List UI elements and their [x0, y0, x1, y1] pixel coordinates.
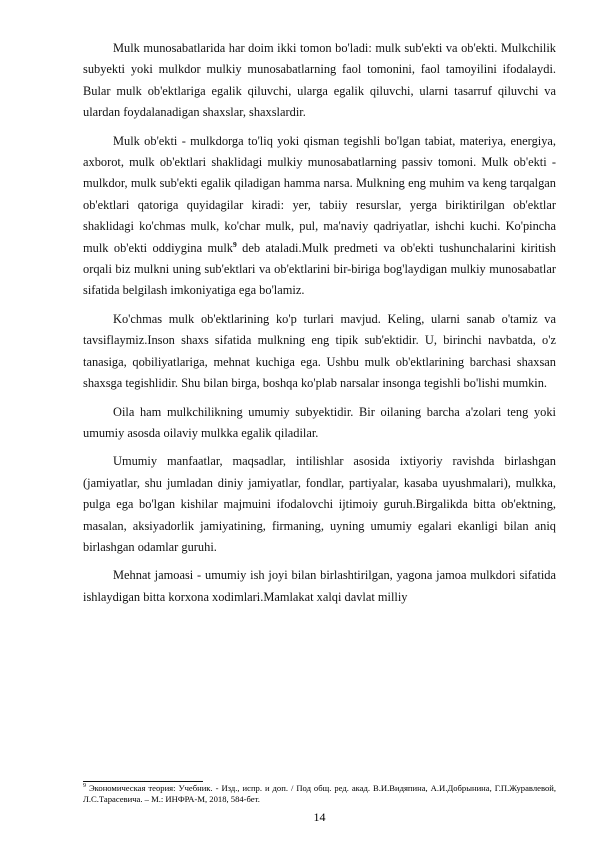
paragraph-real-estate: Ko'chmas mulk ob'ektlarining ko'p turlari mavjud. Keling, ularni sanab o'tamiz va tavsiflaymiz.Inson shaxs sifatida mulkning eng tipik sub'ektidir. U, birinchi navbatda, o'z tanasiga, qobiliyatlariga, mehnat kuchiga ega. Ushbu mulk ob'ektlarining barchasi shaxsan shaxsga tegishlidir. Shu bilan birga, boshqa ko'plab narsalar insonga tegishli bo'lishi mumkin.	[83, 311, 556, 391]
paragraph-social-group: Umumiy manfaatlar, maqsadlar, intilishlar asosida ixtiyoriy ravishda birlashgan (jamiyatlar, shu jumladan diniy jamiyatlar, fondlar, partiyalar, kasaba uyushmalari), mulkka, pulga ega bo'lgan kishilar majmuini ifodalovchi ijtimoiy guruh.Birgalikda bitta ob'ektning, masalan, aksiyadorlik jamiyatining, firmaning, uyning umumiy egalari ekanligi bilan aniq birlashgan odamlar guruhi.	[83, 454, 556, 554]
page-number: 14	[313, 810, 326, 824]
paragraph-property-object	[83, 131, 556, 302]
paragraph-text: Mulk ob'ekti - mulkdorga to'liq yoki qisman tegishli bo'lgan tabiat, materiya, energiya, axborot, mulk ob'ektlari shaklidagi mulkiy munosabatlarning passiv tomoni. Mulk ob'ekti - mulkdor, mulk sub'ekti egalik qiladigan hamma narsa. Mulkning eng muhim va keng tarqalgan ob'ektlari qatoriga quyidagilar kiradi: yer, tabiiy resurslar, yerga biriktirilgan ob'ektlar shaklidagi ko'chmas mulk, ko'char mulk, pul, ma'naviy qadriyatlar, ishchi kuchi. Ko'pincha mulk ob'ekti oddiygina mulk	[83, 133, 556, 255]
paragraph-subject-object: Mulk munosabatlarida har doim ikki tomon bo'ladi: mulk sub'ekti va ob'ekti. Mulkchilik subyekti yoki mulkdor mulkiy munosabatlarning faol tomonini, faol tamoyilini ifodalaydi. Bular mulk ob'ektlariga egalik qiluvchi, ularga egalik qiluvchi, ularni tasarruf qiluvchi va ulardan foydalanadigan shaxslar, shaxslardir.	[83, 41, 556, 120]
footnote-number: 9	[83, 783, 86, 790]
footnote	[83, 783, 556, 805]
footnote-divider	[83, 781, 203, 782]
footnote-reference[interactable]: 9	[232, 239, 237, 249]
paragraph-text-continued: deb ataladi.Mulk predmeti va ob'ekti tushunchalarini kiritish orqali biz mulkni uning sub'ektlari va ob'ektlarini bir-biriga bog'laydigan mulkiy munosabatlar sifatida belgilash imkoniyatiga ega bo'lamiz.	[83, 240, 556, 298]
paragraph-family: Oila ham mulkchilikning umumiy subyektidir. Bir oilaning barcha a'zolari teng yoki umumiy asosda oilaviy mulkka egalik qiladilar.	[83, 404, 556, 440]
footnote-text: Экономическая теория: Учебник. - Изд., испр. и доп. / Под общ. ред. акад. В.И.Видяпина, А.И.Добрынина, Г.П.Журавлевой, Л.С.Тарасевича. – М.: ИНФРА-М, 2018, 584-бет.	[83, 783, 556, 804]
paragraph-labor-collective: Mehnat jamoasi - umumiy ish joyi bilan birlashtirilgan, yagona jamoa mulkdori sifatida ishlaydigan bitta korxona xodimlari.Mamlakat xalqi davlat milliy	[83, 568, 556, 604]
